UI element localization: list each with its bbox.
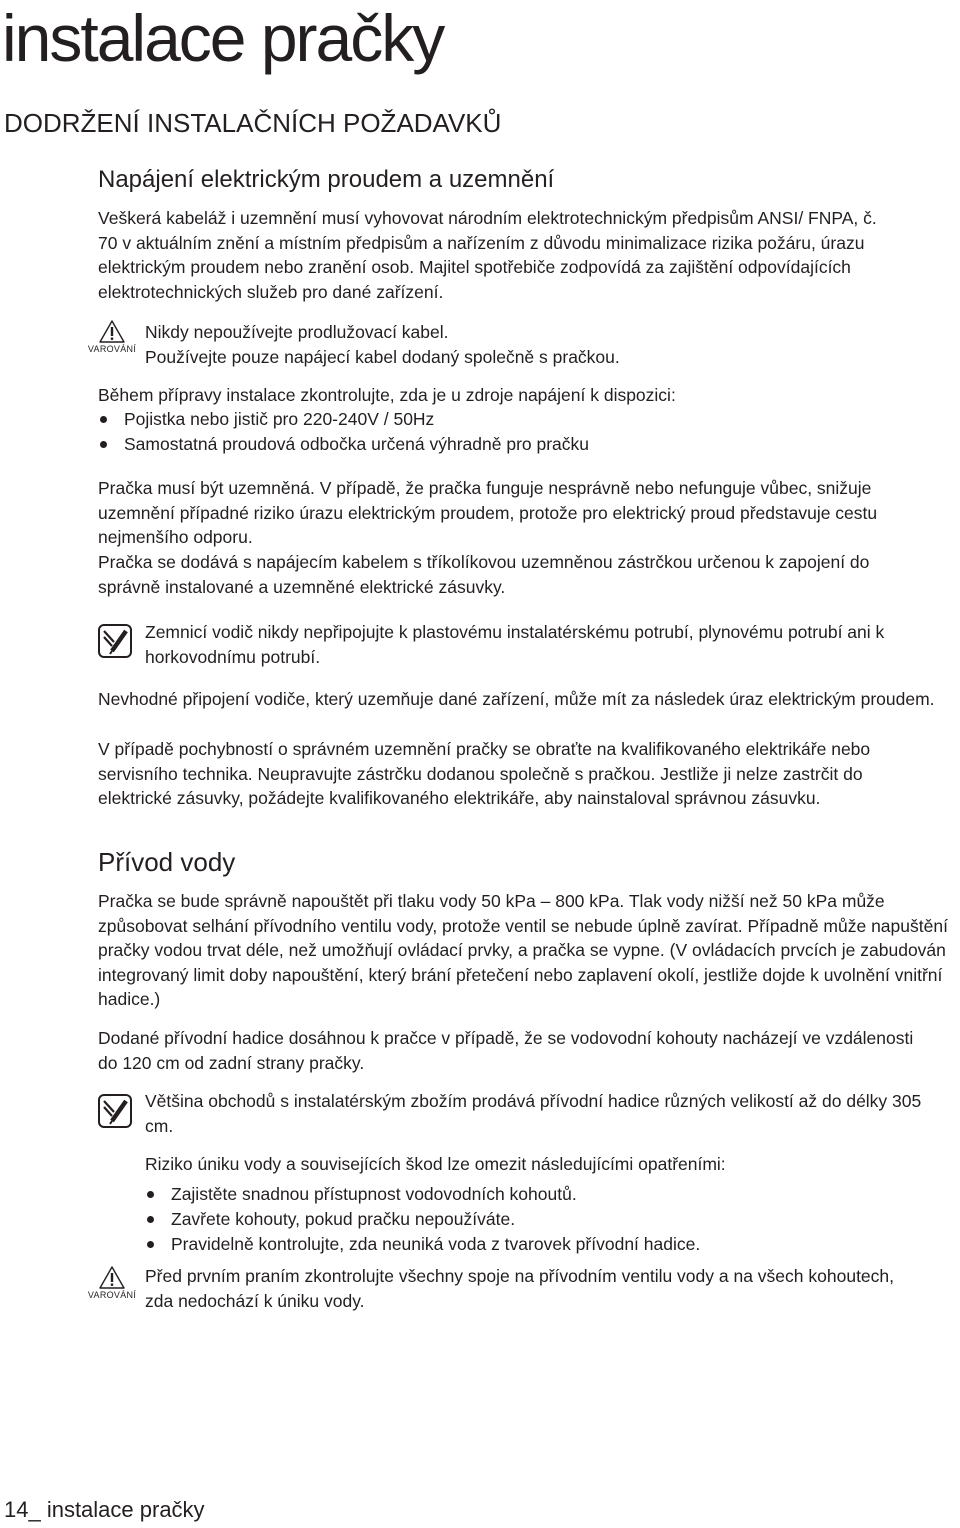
- warning-triangle-icon: [99, 320, 125, 343]
- list-item: Zajistěte snadnou přístupnost vodovodních kohoutů.: [145, 1182, 700, 1207]
- page-footer: 14_ instalace pračky: [4, 1497, 205, 1522]
- list-item: Pravidelně kontrolujte, zda neuniká voda z tvarovek přívodní hadice.: [145, 1232, 700, 1257]
- warning-text-line1: Nikdy nepoužívejte prodlužovací kabel.: [145, 322, 449, 342]
- water-pressure-paragraph: Pračka se bude správně napouštět při tlaku vody 50 kPa – 800 kPa. Tlak vody nižší než 50 kPa může způsobovat selhání přívodního ventilu vody, protože ventil se nebude úplně zavírat. Případně může napuštění pračky vodou trvat déle, než umožňují ovládací prvky, a pračka se vypne. (V ovládacích prvcích je zabudován integrovaný limit doby napouštění, který brání přetečení nebo zaplavení okolí, jestliže dojde k uvolnění vnitřní hadice.): [98, 891, 948, 1010]
- note-text-water: Většina obchodů s instalatérským zbožím prodává přívodní hadice různých velikostí až do délky 305 cm.: [145, 1091, 922, 1136]
- warning-text-water: Před prvním praním zkontrolujte všechny spoje na přívodním ventilu vody a na všech kohoutech, zda nedochází k úniku vody.: [145, 1266, 895, 1311]
- section-heading: DODRŽENÍ INSTALAČNÍCH POŽADAVKŮ: [4, 108, 502, 138]
- note-pencil-icon: [98, 1094, 132, 1128]
- water-heading: Přívod vody: [98, 847, 236, 877]
- warning-block-power: [84, 320, 140, 366]
- note-text-power: Zemnicí vodič nikdy nepřipojujte k plastovému instalatérskému potrubí, plynovému potrubí ani k horkovodnímu potrubí.: [145, 622, 885, 667]
- warning-label: VAROVÁNÍ: [87, 344, 137, 354]
- list-item: Zavřete kohouty, pokud pračku nepoužíváte.: [145, 1207, 700, 1232]
- warning-triangle-icon: [99, 1266, 125, 1289]
- note-pencil-icon: [98, 624, 132, 658]
- risk-intro: Riziko úniku vody a souvisejících škod lze omezit následujícími opatřeními:: [145, 1154, 726, 1174]
- hose-paragraph: Dodané přívodní hadice dosáhnou k pračce v případě, že se vodovodní kohouty nacházejí ve vzdálenosti do 120 cm od zadní strany pračky.: [98, 1028, 914, 1073]
- power-heading: Napájení elektrickým proudem a uzemnění: [98, 166, 555, 193]
- warning-label: VAROVÁNÍ: [87, 1290, 137, 1300]
- plug-paragraph: Pračka se dodává s napájecím kabelem s tříkolíkovou uzemněnou zástrčkou určenou k zapojení do správně instalované a uzemněné elektrické zásuvky.: [98, 552, 870, 597]
- list-item: Pojistka nebo jistič pro 220-240V / 50Hz: [98, 407, 589, 432]
- warning-block-water: [84, 1266, 140, 1312]
- improper-connection-paragraph: Nevhodné připojení vodiče, který uzemňuje dané zařízení, může mít za následek úraz elektrickým proudem.: [98, 689, 935, 709]
- doubt-paragraph: V případě pochybností o správném uzemnění pračky se obraťte na kvalifikovaného elektrikáře nebo servisního technika. Neupravujte zástrčku dodanou společně s pračkou. Jestliže ji nelze zastrčit do elektrické zásuvky, požádejte kvalifikovaného elektrikáře, aby nainstaloval správnou zásuvku.: [98, 739, 871, 809]
- warning-text-line2: Používejte pouze napájecí kabel dodaný společně s pračkou.: [145, 347, 620, 367]
- power-intro-paragraph: Veškerá kabeláž i uzemnění musí vyhovovat národním elektrotechnickým předpisům ANSI/ FNPA, č. 70 v aktuálním znění a místním předpisům a nařízením z důvodu minimalizace rizika požáru, úrazu elektrickým proudem nebo zranění osob. Majitel spotřebiče zodpovídá za zajištění odpovídajících elektrotechnických služeb pro dané zařízení.: [98, 208, 877, 302]
- power-check-list: [98, 407, 589, 457]
- list-item: Samostatná proudová odbočka určená výhradně pro pračku: [98, 432, 589, 457]
- page-title: instalace pračky: [2, 1, 444, 75]
- power-check-intro: Během přípravy instalace zkontrolujte, zda je u zdroje napájení k dispozici:: [98, 385, 676, 405]
- risk-list: [145, 1182, 700, 1257]
- grounding-paragraph: Pračka musí být uzemněná. V případě, že pračka funguje nesprávně nebo nefunguje vůbec, snižuje uzemnění případné riziko úrazu elektrickým proudem, protože pro elektrický proud představuje cestu nejmenšího odporu.: [98, 478, 878, 548]
